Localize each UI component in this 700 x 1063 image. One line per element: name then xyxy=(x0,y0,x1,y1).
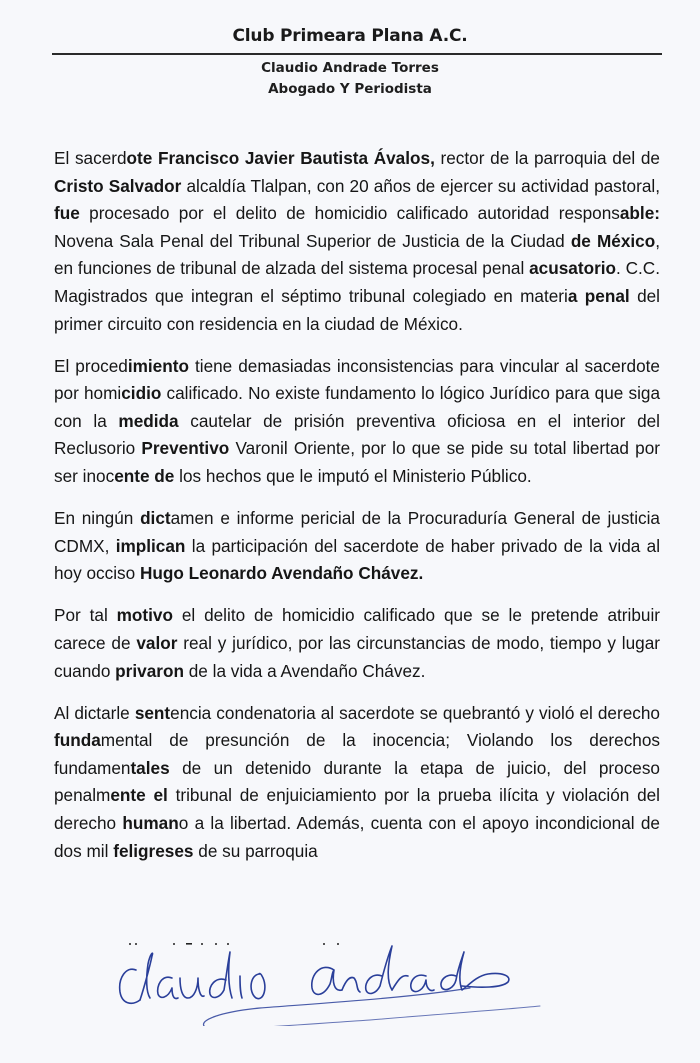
text-segment: amen e informe pericial de la Procuraduría General de justicia CDMX, xyxy=(54,508,660,556)
text-segment: el delito de homicidio calificado que se le pretende atribuir carece de xyxy=(54,605,661,653)
text-segment: de su parroquia xyxy=(193,840,318,861)
text-segment: Al dictarle xyxy=(54,702,135,723)
signature-stroke xyxy=(392,976,408,990)
text-segment: o a la libertad. Además, cuenta con el apoyo incondicional de dos mil xyxy=(54,813,660,861)
bold-text: ente el xyxy=(110,785,168,806)
text-segment: El proced xyxy=(54,355,128,376)
signature-stroke xyxy=(158,977,178,998)
bold-text: valor xyxy=(136,633,178,653)
text-segment: . C.C. Magistrados que integran el séptimo tribunal colegiado en materi xyxy=(54,258,660,306)
dot-mark xyxy=(337,943,339,945)
text-segment: El sacerd xyxy=(54,148,127,168)
signature-stroke xyxy=(366,946,392,993)
bold-text: Preventivo xyxy=(141,438,230,459)
text-segment: rector de la parroquia del de xyxy=(434,148,660,168)
bold-text: de México xyxy=(570,230,656,251)
handwritten-signature xyxy=(110,926,550,1026)
signature-stroke xyxy=(180,978,204,998)
signature-stroke xyxy=(240,976,242,998)
bold-text: implican xyxy=(115,535,186,556)
bold-text: fue xyxy=(54,203,80,224)
bold-text: Cristo Salvador xyxy=(54,175,182,196)
bold-text: funda xyxy=(54,730,101,751)
signature-stroke xyxy=(312,967,342,994)
text-segment: encia condenatoria al sacerdote se quebrantó y violó el derecho xyxy=(170,702,660,723)
header-rule xyxy=(52,53,662,55)
paragraph xyxy=(54,505,660,588)
dot-mark xyxy=(186,943,192,945)
text-segment: Por tal xyxy=(54,605,117,626)
paragraph xyxy=(54,700,660,866)
bold-text: human xyxy=(122,813,179,834)
bold-text: motivo xyxy=(116,605,173,626)
paragraph xyxy=(54,145,660,338)
paragraph xyxy=(54,353,660,491)
text-segment: procesado por el delito de homicidio calificado autoridad respons xyxy=(79,203,620,224)
text-segment: En ningún xyxy=(54,508,141,529)
text-segment: alcaldía Tlalpan, con 20 años de ejercer su actividad pastoral, xyxy=(181,175,660,196)
signature-stroke xyxy=(251,974,265,999)
dot-mark xyxy=(227,943,229,945)
signature-stroke xyxy=(342,978,360,993)
dot-mark xyxy=(173,943,175,945)
text-segment: calificado. No existe fundamento lo lógico Jurídico para que siga con la xyxy=(54,383,660,431)
dot-mark xyxy=(201,943,203,945)
bold-text: medida xyxy=(118,410,179,431)
text-segment: real y jurídico, por las circunstancias de modo, tiempo y lugar cuando xyxy=(54,633,660,681)
bold-text: a penal xyxy=(567,285,630,306)
text-segment: de un detenido durante la etapa de juicio, del proceso penalm xyxy=(54,757,660,806)
bold-text: sent xyxy=(134,702,171,723)
dot-mark xyxy=(323,943,325,945)
signature-stroke xyxy=(441,952,509,990)
bold-text: acusatorio xyxy=(529,258,617,279)
signature-stroke xyxy=(203,988,470,1026)
text-segment: tribunal de enjuiciamiento por la prueba ilícita y violación del derecho xyxy=(54,785,661,834)
organization-name: Club Primeara Plana A.C. xyxy=(232,26,468,46)
dot-mark xyxy=(215,943,217,945)
letter-body xyxy=(54,145,660,880)
text-segment: la participación del sacerdote de haber privado de la vida al hoy occiso xyxy=(54,535,661,584)
bold-text: able: xyxy=(619,203,660,224)
text-segment: Varonil Oriente, por lo que se pide su total libertad por ser inoc xyxy=(54,438,660,487)
signature-stroke xyxy=(120,969,140,1003)
text-segment: del primer circuito con residencia en la ciudad de México. xyxy=(54,285,661,334)
signature-stroke xyxy=(140,953,153,1000)
text-segment: tiene demasiadas inconsistencias para vincular al sacerdote por homi xyxy=(54,355,660,404)
text-segment: mental de presunción de la inocencia; Violando los derechos fundamen xyxy=(54,730,660,778)
dot-mark xyxy=(129,943,131,945)
bold-text: cidio xyxy=(121,383,162,404)
signature-stroke xyxy=(210,952,232,998)
text-segment: los hechos que le imputó el Ministerio Público. xyxy=(174,466,532,487)
text-segment: , en funciones de tribunal de alzada del sistema procesal penal xyxy=(54,230,660,279)
bold-text: feligreses xyxy=(113,840,194,861)
bold-text: tales xyxy=(130,757,170,778)
paragraph xyxy=(54,602,660,685)
bold-text: imiento xyxy=(127,355,189,376)
text-segment: de la vida a Avendaño Chávez. xyxy=(183,660,426,681)
bold-text: dict xyxy=(140,508,171,529)
signature-stroke xyxy=(411,975,434,991)
bold-text: ote Francisco Javier Bautista Ávalos, xyxy=(126,148,435,168)
author-name: Claudio Andrade Torres xyxy=(261,60,439,76)
bold-text: ente de xyxy=(114,466,175,487)
dot-mark xyxy=(135,943,137,945)
author-role: Abogado Y Periodista xyxy=(268,81,432,97)
bold-text: Hugo Leonardo Avendaño Chávez. xyxy=(139,563,424,584)
text-segment: cautelar de prisión preventiva oficiosa en el interior del Reclusorio xyxy=(54,410,661,459)
bold-text: privaron xyxy=(115,660,184,681)
text-segment: Novena Sala Penal del Tribunal Superior de Justicia de la Ciudad xyxy=(54,230,571,251)
